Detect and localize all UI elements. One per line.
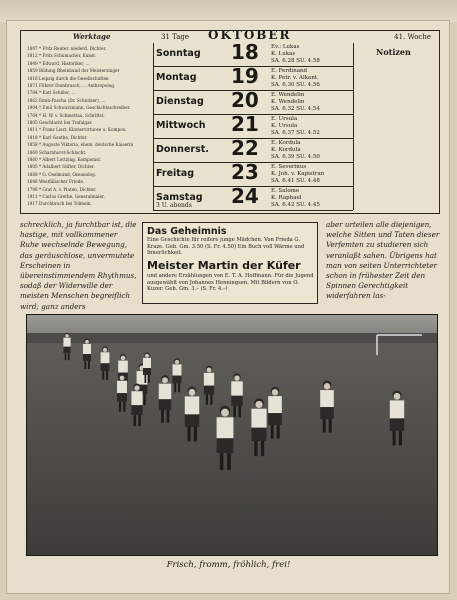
sun-times: SA. 6.32 SU. 4.54 [271, 106, 320, 112]
day-number: 20 [231, 88, 259, 112]
saint-catholic: K. Joh. v. Kapistran [271, 171, 325, 177]
saint-protestant: E. Ursula [271, 116, 298, 122]
history-note: 1869 Scharnhorst-Schlacht. [27, 149, 87, 155]
saint-protestant: Ev.: Lukas [271, 44, 300, 50]
day-number: 21 [231, 112, 259, 136]
history-note: 1764 * H. W. v. Schmettau, Schriftst. [27, 112, 105, 118]
history-note: 1871 Führer Dombrusch, ... Anthropolog. [27, 83, 116, 88]
day-number: 24 [231, 184, 259, 208]
days-column [153, 40, 353, 210]
sun-times: SA. 6.37 SU. 4.52 [271, 130, 320, 136]
ad-desc-1: Eine Geschichte für reifere junge Mädchen. Von Frieda G. Kraze. Geb. Gm. 3.50 (S. Fr. 4.50) Ein Buch voll Wärme und Innerlichkeit. [147, 237, 305, 257]
day-number: 18 [231, 40, 259, 64]
day-name: Mittwoch [156, 120, 206, 131]
history-note: 1812 * Fritz Schumacher, Kunst. [27, 53, 97, 59]
book-advertisement [142, 222, 318, 304]
saint-catholic: K. Wendelin [271, 99, 305, 105]
body-text-col1: schrecklich, ja furchtbar ist, die hastige, mit vollkommener Ruhe wechselnde Bewegung, das geräuschlose, unvermutete Erscheinen in übereinstimmendem Rhythmus, sodaß der Widerwille der meisten Menschen begreiflich wird; ganz anders [20, 220, 137, 311]
saint-catholic: K. Kordula [271, 147, 301, 153]
sun-times: SA. 6.30 SU. 4.56 [271, 82, 320, 88]
history-note: 1811 * Franz Liszt, Klaviervirtuose u. Kompon. [27, 127, 127, 133]
day-name: Freitag [156, 168, 195, 179]
sun-times: SA. 6.42 SU. 4.45 [271, 202, 320, 208]
history-note: 1904 † Emil Schwarzmann, Geschichtsschreiber. [27, 105, 131, 111]
day-name: Dienstag [156, 96, 204, 107]
photo-caption: Frisch, fromm, fröhlich, frei! [166, 560, 291, 570]
sun-times: SA. 6.41 SU. 4.48 [271, 178, 320, 184]
saint-catholic: K. Lukas [271, 51, 296, 57]
historical-notes-column [27, 43, 154, 210]
ad-title-2: Meister Martin der Küfer [147, 259, 301, 272]
calendar-day-row [153, 184, 353, 211]
saint-protestant: E. Kordula [271, 140, 301, 146]
saint-protestant: E. Wendelin [271, 92, 305, 98]
saint-catholic: K. Raphael [271, 195, 302, 201]
calendar-block [20, 30, 440, 214]
saint-protestant: E. Salome [271, 188, 300, 194]
calendar-header [21, 28, 439, 43]
history-note: 1816 Leipzig durch die Gesellschaften [27, 75, 109, 81]
day-name: Donnerst. [156, 144, 209, 155]
history-note: 1888 * G. Oselmund, Ozeanolog. [27, 171, 97, 177]
history-note: 1849 * Edward, Historiker, ... [27, 60, 90, 66]
history-note: 1805 * Adalbert Stifter, Dichter. [27, 164, 95, 170]
saint-catholic: K. Ursula [271, 123, 298, 129]
day-name: Samstag [156, 192, 203, 203]
day-number: 19 [231, 64, 259, 88]
sun-times: SA. 6.39 SU. 4.50 [271, 154, 320, 160]
book-binding [0, 0, 457, 22]
history-note: 1860 * Albert Lortzing, Komponist. [27, 157, 102, 162]
saint-catholic: K. Petr. v. Alkant. [271, 75, 319, 81]
ad-desc-2: und andere Erzählungen von E. T. A. Hoffmann. Für die Jugend ausgewählt von Johannes Henningsen. Mit Bildern von O. Kuzer. Geb. Gm. 3.– (S. Fr. 4.–) [147, 273, 314, 293]
history-note: 1917 Durchbruch bei Tolmein. [27, 201, 92, 207]
day-number: 22 [231, 136, 259, 160]
history-note: 1818 * Karl Goethe, Dichter. [27, 134, 88, 140]
photograph-marching-girls [26, 314, 438, 556]
history-note: 1796 * Graf A. v. Platen, Dichter. [27, 186, 97, 192]
header-days-count: 31 Tage [161, 33, 190, 41]
notes-column [353, 43, 440, 210]
notes-label: Notizen [376, 47, 411, 57]
history-note: 1784 * Karl Schiller, ... [27, 90, 76, 96]
month-title: OKTOBER [208, 28, 292, 42]
photo-illustration [27, 315, 437, 555]
history-note: 1911 * Carlos Grethe, Generalmaler. [27, 194, 105, 199]
history-note: 1859 Bildung Rheinbund der Meistersinger [27, 68, 120, 74]
history-note: 1807 * Fritz Reuter, niederd. Dichter. [27, 46, 107, 51]
header-werktage: Werktage [73, 32, 111, 41]
history-note: 1858 * Auguste Viktoria, ehem. deutsche Kaiserin [27, 142, 134, 148]
history-note: 1805 Geschlacht bei Trafalgar. [27, 120, 93, 125]
day-number: 23 [231, 160, 259, 184]
ad-title-1: Das Geheimnis [147, 226, 227, 237]
day-name: Sonntag [156, 48, 201, 59]
week-number: 41. Woche [394, 33, 431, 41]
sun-times: SA. 6.28 SU. 4.58 [271, 58, 320, 64]
body-text-col3: aber urteilen alle diejenigen, welche Sitten und Taten dieser Verfemten zu studieren sich veranlaßt sahen. Übrigens hat man von seiten Unterrichteter schon in frühester Zeit den Spinnen Gerechtigkeit widerfahren las- [326, 220, 440, 301]
saint-protestant: E. Severinus [271, 164, 307, 170]
history-note: 1862 Emin-Pascha (Dr. Schnitzer), ... [27, 97, 106, 103]
day-name: Montag [156, 72, 197, 83]
history-note: 1648 Westfälischer Friede. [27, 179, 85, 185]
saint-protestant: E. Ferdinand [271, 68, 308, 74]
day-subnote: 3 U. abends [156, 202, 192, 209]
